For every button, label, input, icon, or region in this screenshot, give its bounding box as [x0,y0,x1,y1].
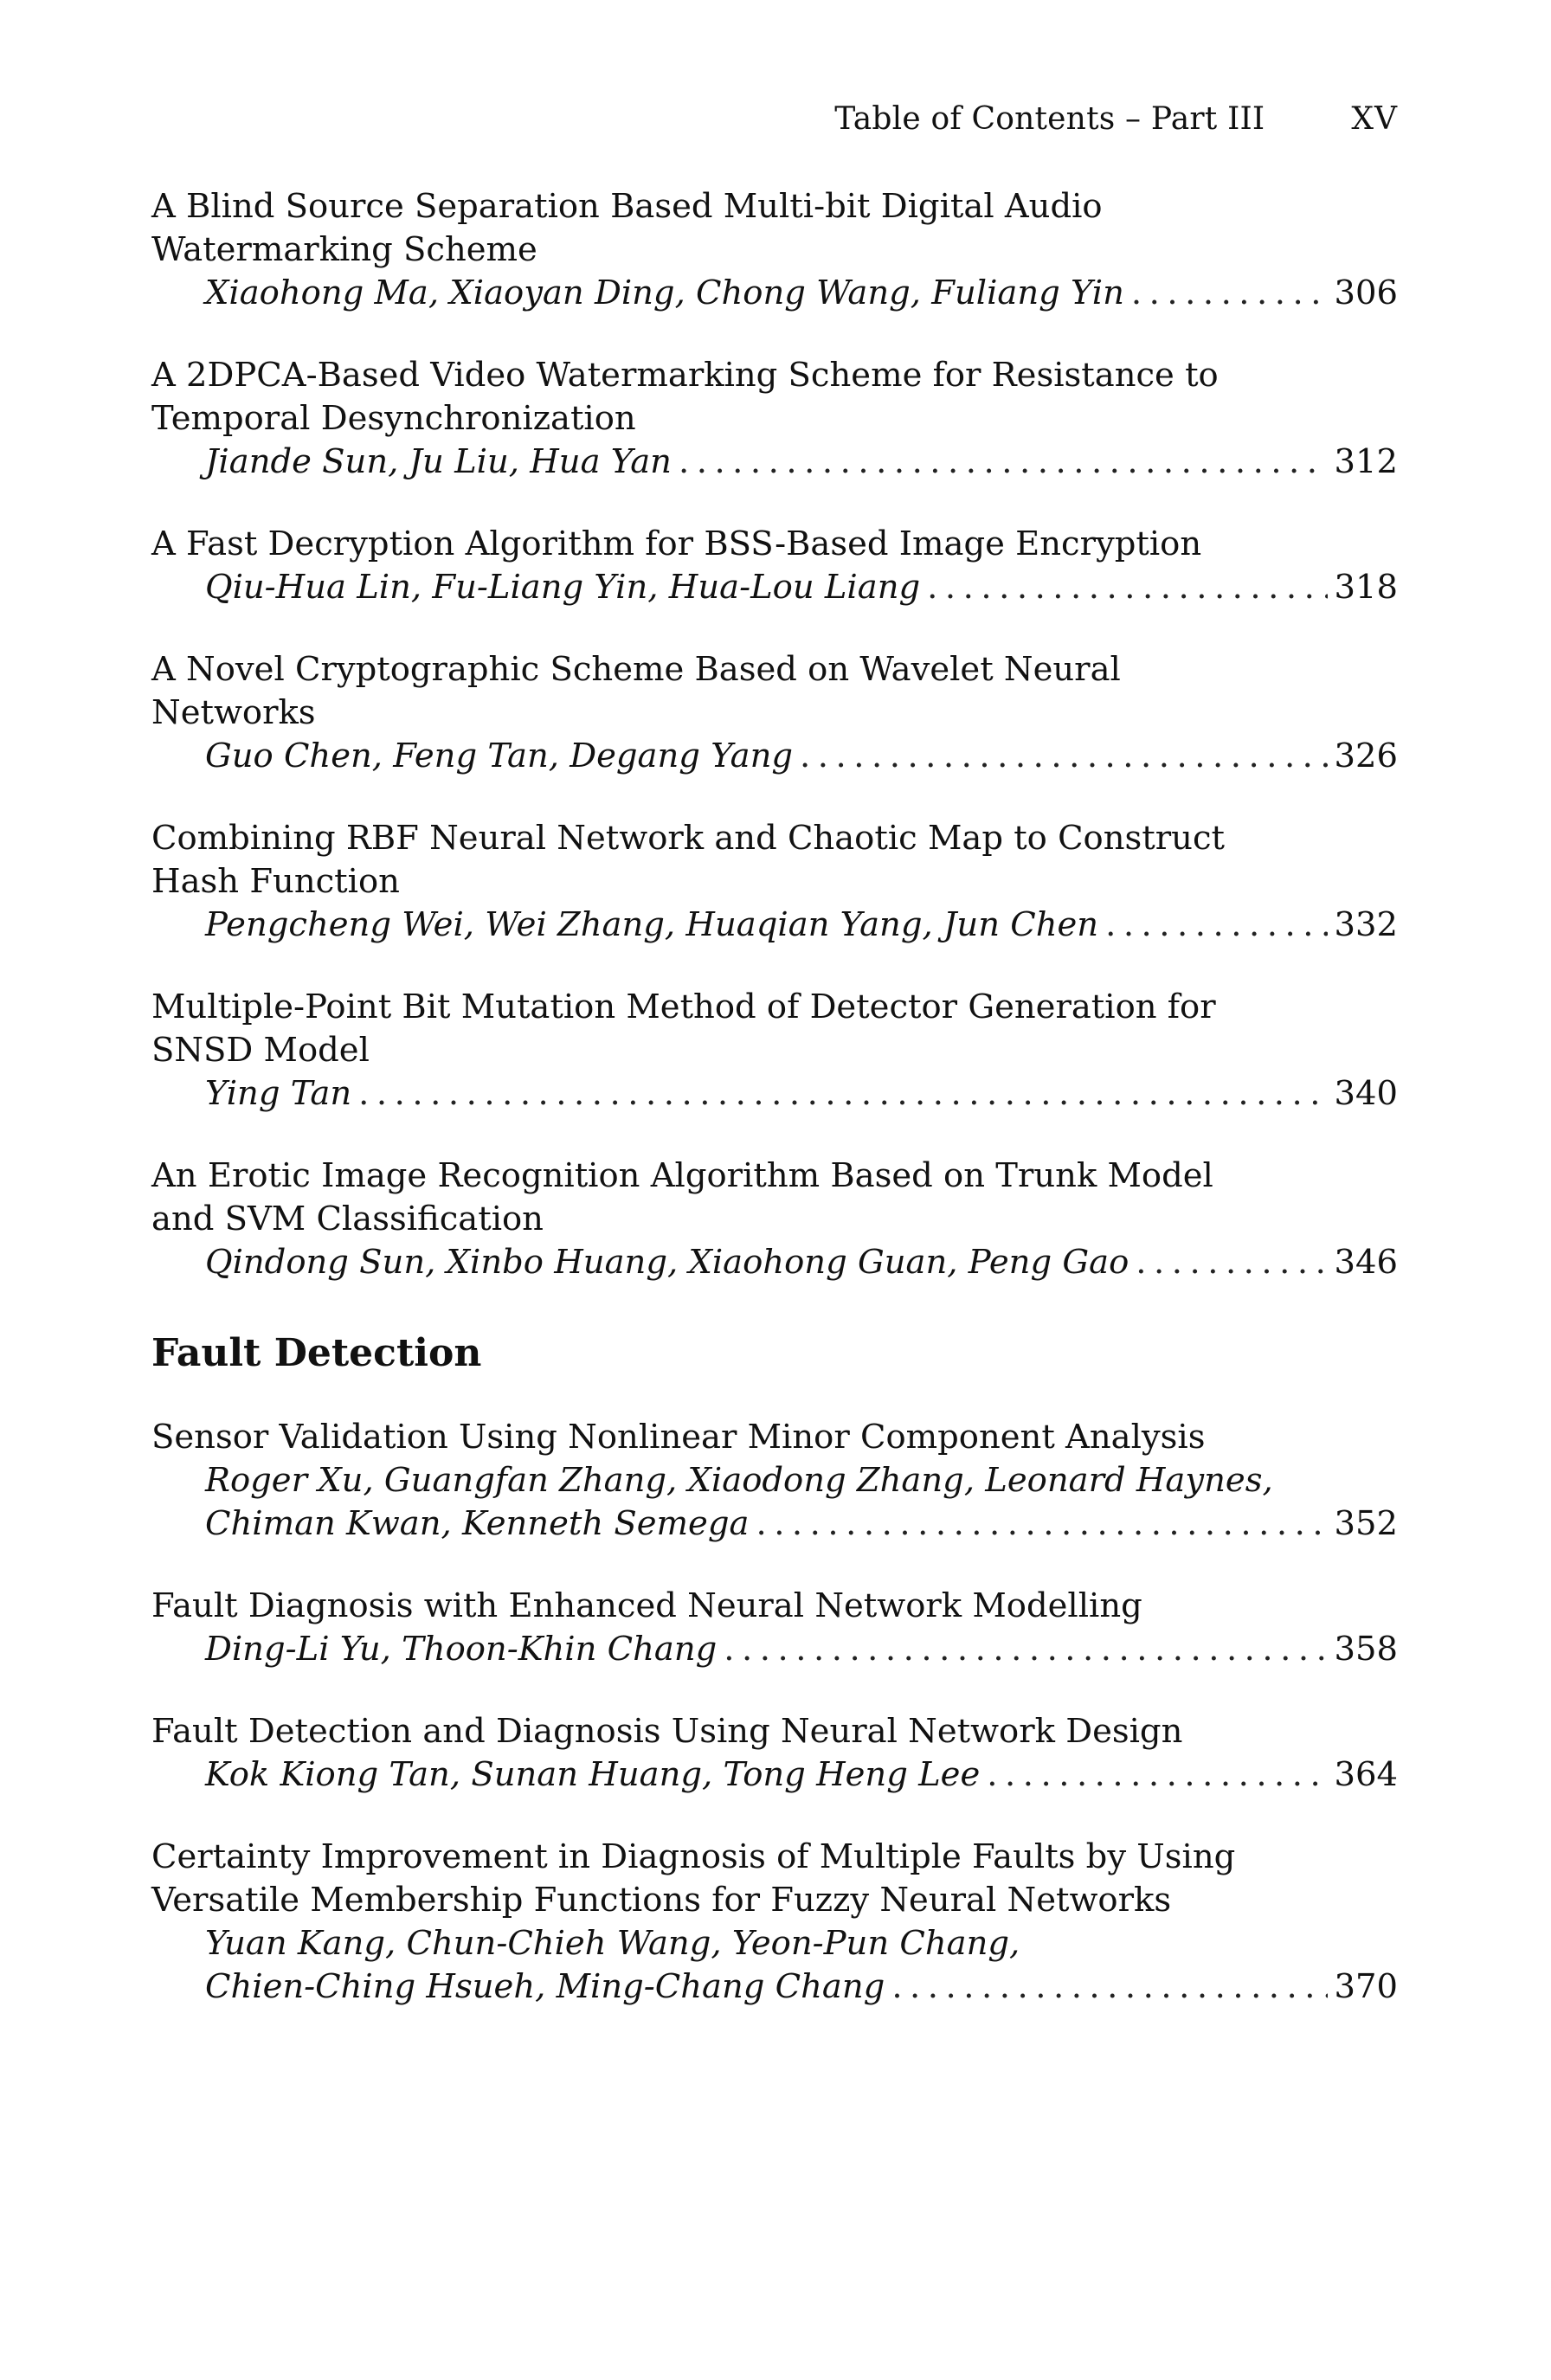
entry-authors: Guo Chen, Feng Tan, Degang Yang [205,737,794,775]
toc-entries [151,185,1398,2048]
dot-leader [891,1965,1327,2009]
entry-authors-line [151,1502,1398,1546]
entry-page-number: 352 [1334,1504,1398,1543]
entry-title: An Erotic Image Recognition Algorithm Based on Trunk Model and SVM Classification [151,1156,1213,1238]
entry-page-number: 370 [1334,1967,1398,2006]
entry-authors: Chien-Ching Hsueh, Ming-Chang Chang [205,1967,885,2006]
entry-title: Multiple-Point Bit Mutation Method of Detector Generation for SNSD Model [151,987,1216,1070]
entry-title: A 2DPCA-Based Video Watermarking Scheme for Resistance to Temporal Desynchronization [151,356,1219,438]
entry-authors-line [151,1628,1398,1671]
entry-authors: Qiu-Hua Lin, Fu-Liang Yin, Hua-Lou Liang [205,568,921,607]
toc-entry[interactable] [151,1155,1398,1284]
toc-entry[interactable] [151,1585,1398,1671]
dot-leader [358,1072,1327,1116]
entry-authors: Ding-Li Yu, Thoon-Khin Chang [205,1630,718,1669]
entry-title: Certainty Improvement in Diagnosis of Multiple Faults by Using Versatile Membership Functions for Fuzzy Neural Networks [151,1837,1236,1920]
running-title: Table of Contents – Part III [834,100,1265,137]
entry-authors: Jiande Sun, Ju Liu, Hua Yan [205,442,672,481]
entry-page-number: 332 [1334,905,1398,944]
entry-page-number: 358 [1334,1630,1398,1669]
dot-leader [927,566,1327,609]
entry-title: A Fast Decryption Algorithm for BSS-Based Image Encryption [151,524,1202,563]
entry-title: Fault Diagnosis with Enhanced Neural Network Modelling [151,1586,1142,1625]
toc-entry[interactable] [151,1416,1398,1546]
toc-entry[interactable] [151,354,1398,484]
entry-title: Combining RBF Neural Network and Chaotic Map to Construct Hash Function [151,819,1225,901]
entry-authors-line [151,566,1398,609]
dot-leader [679,441,1328,484]
entry-page-number: 340 [1334,1074,1398,1113]
entry-authors-line [151,272,1398,315]
entry-title: Fault Detection and Diagnosis Using Neural Network Design [151,1712,1183,1751]
entry-authors-line [151,735,1398,778]
toc-entry[interactable] [151,1710,1398,1797]
entry-authors: Ying Tan [205,1074,352,1113]
entry-authors: Kok Kiong Tan, Sunan Huang, Tong Heng Lee [205,1755,981,1794]
entry-authors-first-line: Roger Xu, Guangfan Zhang, Xiaodong Zhang, Leonard Haynes, [205,1461,1273,1500]
page-number: XV [1351,100,1398,137]
entry-authors-line [151,441,1398,484]
entry-page-number: 312 [1334,442,1398,481]
section-heading: Fault Detection [151,1331,482,1375]
dot-leader [1105,904,1327,947]
toc-entry[interactable] [151,817,1398,947]
dot-leader [1131,272,1328,315]
entry-authors-line [151,904,1398,947]
dot-leader [724,1628,1327,1671]
entry-authors-line [151,1753,1398,1797]
toc-group-watermarking [151,185,1398,1284]
toc-entry[interactable] [151,1836,1398,2009]
entry-page-number: 318 [1334,568,1398,607]
toc-group-fault-detection [151,1416,1398,2009]
entry-page-number: 364 [1334,1755,1398,1794]
entry-authors-line [151,1965,1398,2009]
entry-authors: Qindong Sun, Xinbo Huang, Xiaohong Guan, Peng Gao [205,1243,1129,1282]
entry-authors: Pengcheng Wei, Wei Zhang, Huaqian Yang, Jun Chen [205,905,1099,944]
toc-entry[interactable] [151,648,1398,778]
entry-title: Sensor Validation Using Nonlinear Minor Component Analysis [151,1418,1206,1457]
entry-title: A Novel Cryptographic Scheme Based on Wavelet Neural Networks [151,650,1121,732]
toc-entry[interactable] [151,986,1398,1116]
entry-page-number: 346 [1334,1243,1398,1282]
toc-entry[interactable] [151,185,1398,315]
entry-authors: Xiaohong Ma, Xiaoyan Ding, Chong Wang, Fuliang Yin [205,273,1124,312]
dot-leader [987,1753,1327,1797]
dot-leader [800,735,1327,778]
entry-authors-first-line: Yuan Kang, Chun-Chieh Wang, Yeon-Pun Chang, [205,1924,1020,1963]
entry-page-number: 326 [1334,737,1398,775]
entry-authors: Chiman Kwan, Kenneth Semega [205,1504,750,1543]
entry-authors-line [151,1241,1398,1284]
dot-leader [1136,1241,1327,1284]
entry-authors-line [151,1072,1398,1116]
entry-title: A Blind Source Separation Based Multi-bit Digital Audio Watermarking Scheme [151,187,1103,269]
running-head [834,97,1398,140]
entry-page-number: 306 [1334,273,1398,312]
toc-entry[interactable] [151,523,1398,609]
dot-leader [756,1502,1327,1546]
